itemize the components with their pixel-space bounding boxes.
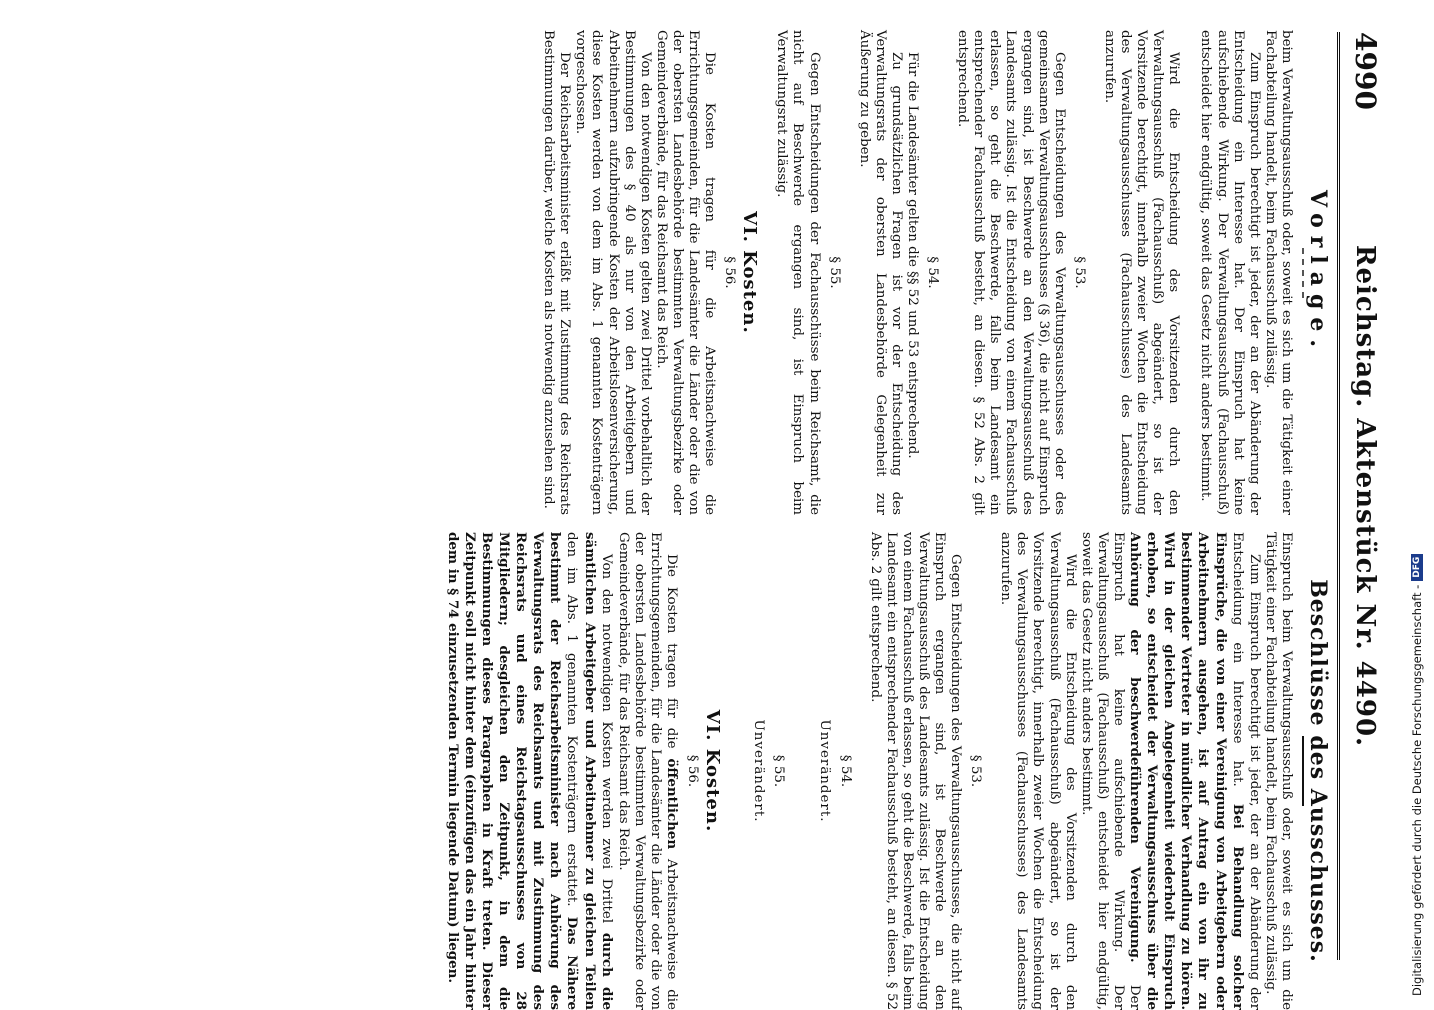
amendment-text: Bei Behandlung solcher Einsprüche, die von einer Vereinigung von Arbeitgebern oder Arbeitnehmern ausgehen, ist auf Antrag ein von ihr zu bestimmender Vertreter in mündlicher Verhandlung zu hören. Wird in der gleichen Angelegenheit wiederholt Einspruch erhoben, so entscheidet der Verwaltungsausschuss über die Anhörung der beschwerdeführenden Vereinigung. [1127,532,1246,1010]
page-header [1337,32,1384,960]
paragraph: Der Reichsarbeitsminister erläßt mit Zustimmung des Reichsrats Bestimmungen darüber, welche Kosten als notwendig anzusehen sind. [541,30,573,515]
amendment-text: Das Nähere bestimmt der Reichsarbeitsminister nach Anhörung des Verwaltungsrats des Reichsamts und mit Zustimmung des Reichsrats und eines Reichstagsausschusses von 28 Mitgliedern; desgleichen den Zeitpunkt, in dem die Bestimmungen dieses Paragraphen in Kraft treten. Dieser Zeitpunkt soll nicht hinter dem (einzufügen das ein Jahr hinter dem in § 74 einzusetzenden Termin liegende Datum) liegen. [444,532,581,1010]
column-beschluesse [444,532,1331,1010]
paragraph: Gegen Entscheidungen des Verwaltungsausschusses oder des gemeinsamen Verwaltungsausschusses (§ 36), die nicht auf Einspruch ergangen sind, ist Beschwerde an den Verwaltungsausschuß des Landesamts zulässig. Ist die Entscheidung von einem Fachausschuß erlassen, so geht die Beschwerde, falls beim Landesamt ein entsprechender Fachausschuß besteht, an diesen. § 52 Abs. 2 gilt entsprechend. [955,30,1067,515]
paragraph: beim Verwaltungsausschuß oder, soweit es sich um die Tätigkeit einer Fachabteilung handelt, beim Fachausschuß zulässig. [1262,30,1294,515]
section-heading-56: § 56. [722,256,738,289]
paragraph [615,532,680,1010]
paragraph: Gegen Entscheidungen des Verwaltungsausschusses, die nicht auf Einspruch ergangen sind, ist Beschwerde an den Verwaltungsausschuß des Landesamts zulässig. Ist die Entscheidung von einem Fachausschuß erlassen, so geht die Beschwerde, falls beim Landesamt ein entsprechender Fachausschuß besteht, an diesen. § 52 Abs. 2 gilt entsprechend. [867,532,964,1010]
amendment-text: durch die sämtlichen Arbeitgeber und Arbeitnehmer zu gleichen Teilen [581,532,615,1010]
paragraph [444,532,615,1010]
unchanged-note: Unverändert. [751,719,767,823]
page-number: 4990 [1349,32,1382,110]
digitization-note: Digitalisierung gefördert durch die Deutsche Forschungsgemeinschaft - [1410,584,1424,996]
text-span: Der Einspruch hat keine aufschiebende Wirkung. Der Verwaltungsausschuß (Fachausschuß) entscheidet hier endgültig, soweit das Gesetz nicht anders bestimmt. [1078,532,1143,1010]
amendment-text: öffentlichen [664,758,680,850]
digitization-footer [1410,554,1424,996]
title-rule [1302,736,1304,806]
chapter-heading-kosten: VI. Kosten. [702,709,724,833]
column-vorlage [540,30,1331,515]
paragraph: Zu grundsätzlichen Fragen ist vor der Entscheidung des Verwaltungsrats der obersten Landesbehörde Gelegenheit zur Äußerung zu geben. [856,30,904,515]
paragraph: Für die Landesämter gelten die §§ 52 und 53 entsprechend. [905,52,921,459]
text-span: Arbeitsnachweise die Errichtungsgemeinden, für die Landesämter die Länder oder die von der obersten Landesbehörde bestimmten Verwaltungsbezirke oder Gemeindeverbände, für das Reichsamt das Reich. [615,532,679,1010]
section-heading-54: § 54. [925,256,941,289]
unchanged-note: Unverändert. [817,719,833,823]
section-heading-53: § 53. [1071,256,1087,289]
paragraph: Gegen Entscheidungen der Fachausschüsse beim Reichsamt, die nicht auf Beschwerde ergangen sind, ist Einspruch beim Verwaltungsrat zulässig. [774,30,822,515]
page-title: Reichstag. Aktenstück Nr. 4490. [1350,244,1380,748]
text-span: den im Abs. 1 genannten Kostenträgern erstattet. [564,532,580,907]
column-title-beschluesse: Beschlüsse des Ausschusses. [1305,579,1331,963]
column-title-vorlage: Vorlage. [1305,190,1331,355]
paragraph: Einspruch beim Verwaltungsausschuß oder, soweit es sich um die Tätigkeit einer Fachabteilung handelt, beim Fachausschuß zulässig. [1262,532,1294,1010]
dfg-logo: DFG [1411,554,1423,581]
section-heading-56: § 56. [685,754,701,788]
section-heading-54: § 54. [837,754,853,788]
paragraph: Zum Einspruch berechtigt ist jeder, der an der Abänderung der Entscheidung ein Interesse hat. Der Einspruch hat keine aufschiebende Wirkung. Der Verwaltungsausschuß (Fachausschuß) entscheidet hier endgültig, soweit das Gesetz nicht anders bestimmt. [1198,30,1262,515]
paragraph: Von den notwendigen Kosten gelten zwei Drittel vorbehaltlich der Bestimmungen des § 40 als nur von den Arbeitgebern und Arbeitnehmern aufzubringende Kosten der Arbeitslosenversicherung, diese Kosten werden von dem im Abs. 1 genannten Kostenträgern vorgeschossen. [573,30,653,515]
paragraph: Wird die Entscheidung des Vorsitzenden durch den Verwaltungsausschuß (Fachausschuß) abgeändert, so ist der Vorsitzende berechtigt, innerhalb zweier Wochen die Entscheidung des Verwaltungsausschusses (Fachausschusses) des Landesamts anzurufen. [998,532,1078,1010]
text-span: Die Kosten tragen für die [664,554,679,749]
paragraph: Die Kosten tragen für die Arbeitsnachweise die Errichtungsgemeinden, für die Landesämter die Länder oder die von der obersten Landesbehörde bestimmten Verwaltungsbezirke oder Gemeindeverbände, für das Reichsamt das Reich. [653,30,718,515]
section-heading-55: § 55. [826,256,842,289]
section-heading-55: § 55. [771,754,787,788]
section-heading-53: § 53. [968,754,984,788]
text-span: Zum Einspruch berechtigt ist jeder, der an der Abänderung der Entscheidung ein Interesse hat. [1229,532,1262,1010]
text-span: Von den notwendigen Kosten werden zwei Drittel [598,554,614,924]
paragraph [1078,532,1262,1010]
title-rule [1302,248,1304,298]
chapter-heading-kosten: VI. Kosten. [739,211,761,334]
paragraph: Wird die Entscheidung des Vorsitzenden durch den Verwaltungsausschuß (Fachausschuß) abgeändert, so ist der Vorsitzende berechtigt, innerhalb zweier Wochen die Entscheidung des Verwaltungsausschusses (Fachausschusses) des Landesamts anzurufen. [1101,30,1182,515]
